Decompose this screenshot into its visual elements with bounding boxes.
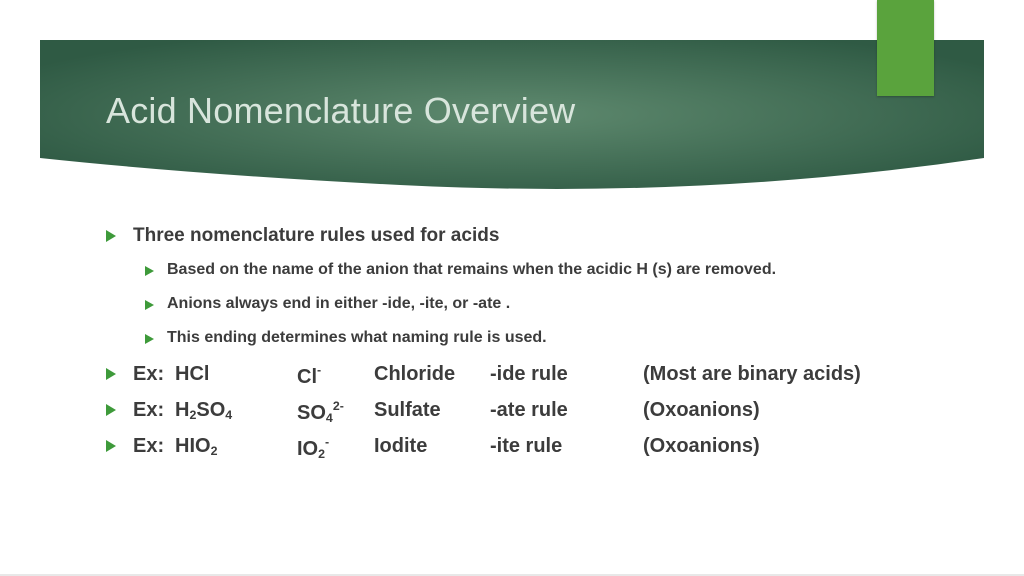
sub-bullet-anion-endings: Anions always end in either -ide, -ite, or -ate .: [167, 295, 511, 312]
sub-bullet-triangle-icon: [145, 334, 154, 344]
bullet-rules: Three nomenclature rules used for acids: [133, 225, 500, 246]
example-anion: Cl-: [297, 363, 322, 388]
example-acid: $H_2SO_4$: [175, 399, 233, 422]
example-prefix: Ex:: [133, 363, 165, 385]
sub-bullet-triangle-icon: [145, 300, 154, 310]
example-note: (Most are binary acids): [643, 363, 861, 385]
bullet-triangle-icon: [106, 440, 116, 452]
bullet-triangle-icon: [106, 404, 116, 416]
example-anion: $IO_2^-$: [297, 435, 330, 461]
sub-bullet-naming-rule: This ending determines what naming rule is used.: [167, 329, 547, 346]
accent-tab: [877, 0, 934, 96]
example-anion: $SO_4^{2-}$: [297, 399, 344, 425]
example-note: (Oxoanions): [643, 435, 760, 457]
example-note: (Oxoanions): [643, 399, 760, 421]
example-prefix: Ex:: [133, 399, 165, 421]
example-rule: -ate rule: [490, 399, 568, 421]
example-acid: $HIO_2$: [175, 435, 218, 458]
sub-bullet-triangle-icon: [145, 266, 154, 276]
example-prefix: Ex:: [133, 435, 165, 457]
example-name: Chloride: [374, 363, 456, 385]
example-name: Iodite: [374, 435, 428, 457]
example-rule: -ide rule: [490, 363, 568, 385]
slide-title: Acid Nomenclature Overview: [106, 90, 576, 131]
example-rule: -ite rule: [490, 435, 563, 457]
bullet-triangle-icon: [106, 368, 116, 380]
bullet-triangle-icon: [106, 230, 116, 242]
example-acid: HCl: [175, 363, 210, 385]
sub-bullet-anion-name: Based on the name of the anion that remains when the acidic H (s) are removed.: [167, 261, 777, 278]
example-name: Sulfate: [374, 399, 441, 421]
